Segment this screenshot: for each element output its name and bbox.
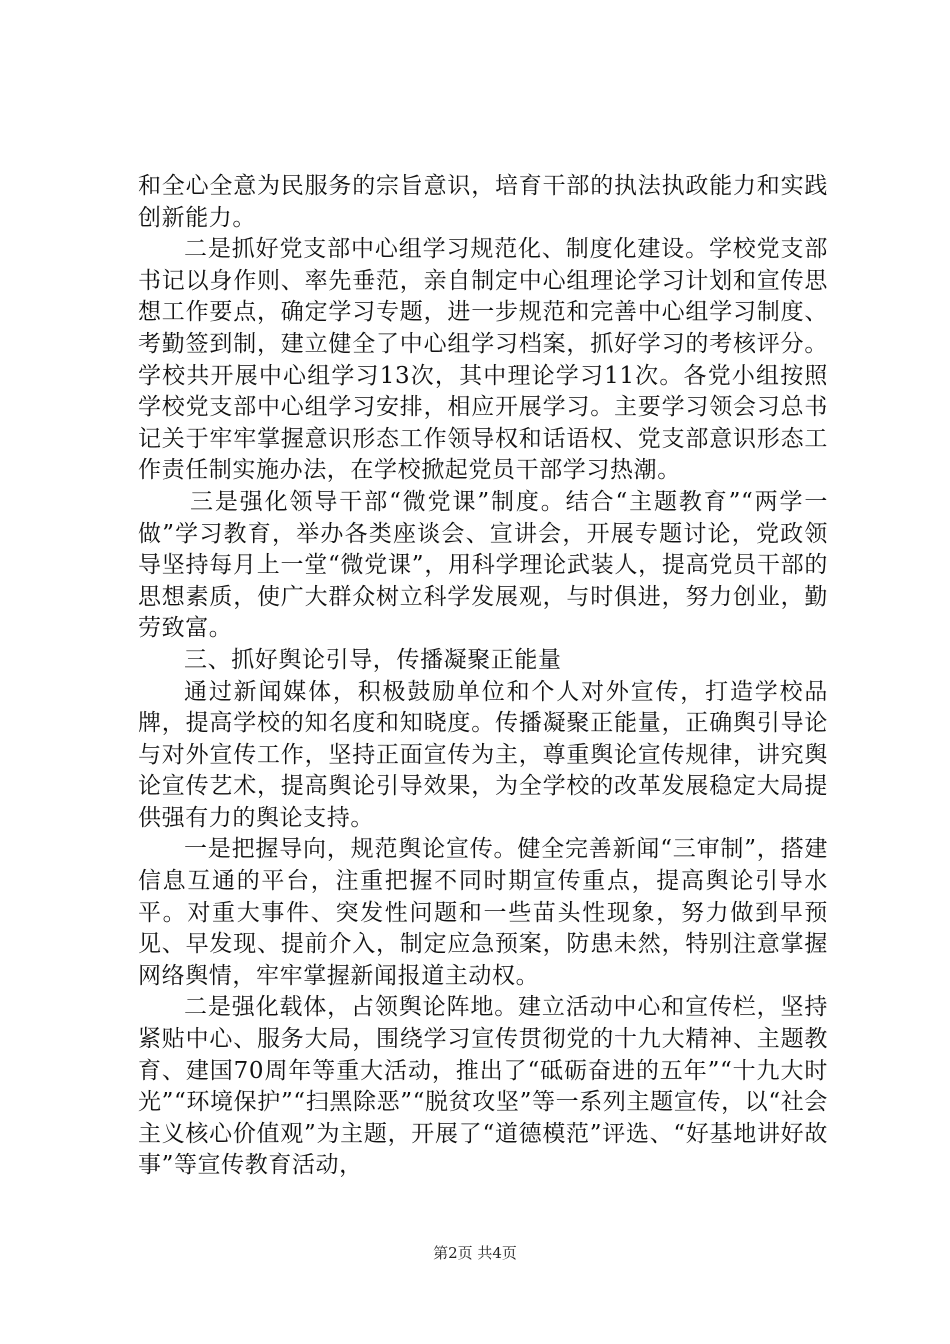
paragraph-6: 二是强化载体，占领舆论阵地。建立活动中心和宣传栏，坚持紧贴中心、服务大局，围绕学习宣传贯彻党的十九大精神、主题教育、建国70周年等重大活动，推出了“砥砺奋进的五年”“十九大时光”“环境保护”“扫黑除恶”“脱贫攻坚”等一系列主题宣传，以“社会主义核心价值观”为主题，开展了“道德模范”评选、“好基地讲好故事”等宣传教育活动， — [138, 994, 828, 1179]
paragraph-5: 一是把握导向，规范舆论宣传。健全完善新闻“三审制”，搭建信息互通的平台，注重把握不同时期宣传重点，提高舆论引导水平。对重大事件、突发性问题和一些苗头性现象，努力做到早预见、早发现、提前介入，制定应急预案，防患未然，特别注意掌握网络舆情，牢牢掌握新闻报道主动权。 — [138, 836, 828, 989]
paragraph-4: 通过新闻媒体，积极鼓励单位和个人对外宣传，打造学校品牌，提高学校的知名度和知晓度。传播凝聚正能量，正确舆引导论与对外宣传工作，坚持正面宣传为主，尊重舆论宣传规律，讲究舆论宣传艺术，提高舆论引导效果，为全学校的改革发展稳定大局提供强有力的舆论支持。 — [138, 678, 828, 831]
section-heading-3: 三、抓好舆论引导，传播凝聚正能量 — [184, 646, 562, 673]
page-number-footer: 第2页 共4页 — [433, 1244, 517, 1262]
document-body — [138, 171, 828, 1182]
paragraph-3: 三是强化领导干部“微党课”制度。结合“主题教育”“两学一做”学习教育，举办各类座谈会、宣讲会，开展专题讨论，党政领导坚持每月上一堂“微党课”，用科学理论武装人，提高党员干部的思想素质，使广大群众树立科学发展观，与时俱进，努力创业，勤劳致富。 — [138, 488, 828, 642]
paragraph-2: 二是抓好党支部中心组学习规范化、制度化建设。学校党支部书记以身作则、率先垂范，亲自制定中心组理论学习计划和宣传思想工作要点，确定学习专题，进一步规范和完善中心组学习制度、考勤签到制，建立健全了中心组学习档案，抓好学习的考核评分。学校共开展中心组学习13次，其中理论学习11次。各党小组按照学校党支部中心组学习安排，相应开展学习。主要学习领会习总书记关于牢牢掌握意识形态工作领导权和话语权、党支部意识形态工作责任制实施办法，在学校掀起党员干部学习热潮。 — [138, 236, 828, 484]
paragraph-1: 和全心全意为民服务的宗旨意识，培育干部的执法执政能力和实践创新能力。 — [138, 173, 828, 231]
